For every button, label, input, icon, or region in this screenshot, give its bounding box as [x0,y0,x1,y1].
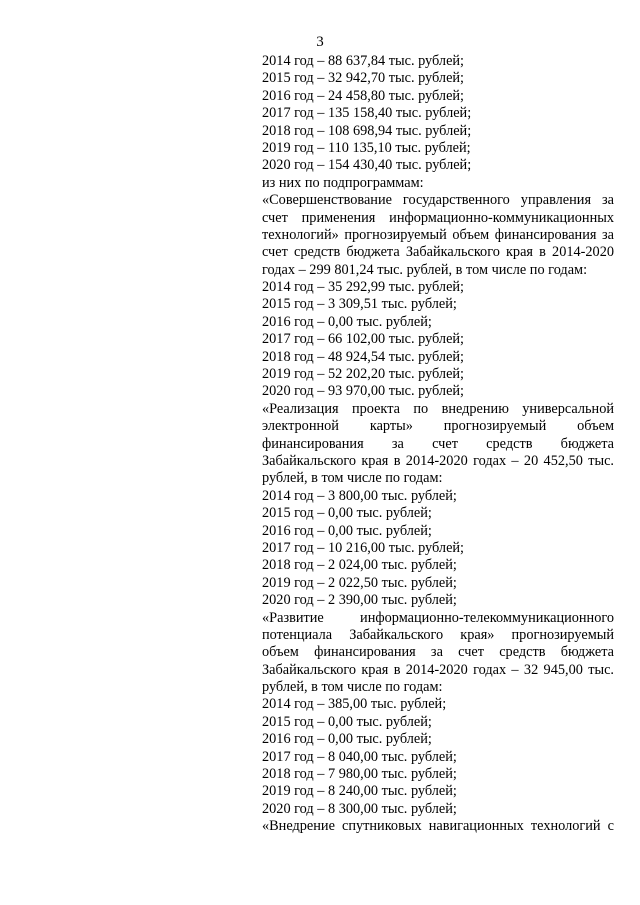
subprograms-intro: из них по подпрограммам: [262,174,424,191]
subprogram-1-year-line: 2017 год – 66 102,00 тыс. рублей; [262,331,465,348]
year-line: 2018 год – 108 698,94 тыс. рублей; [262,122,472,139]
subprogram-2-text-line: Забайкальского края в 2014-2020 годах – 20 452,50 тыс. [262,452,614,469]
subprogram-1-year-line: 2016 год – 0,00 тыс. рублей; [262,313,432,330]
subprogram-2-year-line: 2014 год – 3 800,00 тыс. рублей; [262,487,457,504]
subprogram-1-year-line: 2015 год – 3 309,51 тыс. рублей; [262,296,457,313]
subprogram-2-year-line: 2020 год – 2 390,00 тыс. рублей; [262,592,457,609]
subprogram-3-year-line: 2019 год – 8 240,00 тыс. рублей; [262,783,457,800]
subprogram-2-year-line: 2018 год – 2 024,00 тыс. рублей; [262,557,457,574]
subprogram-1-text-line: счет средств бюджета Забайкальского края в 2014-2020 [262,244,614,261]
subprogram-1-text-line: счет применения информационно-коммуникационных [262,209,614,226]
subprogram-2-text-line: «Реализация проекта по внедрению универсальной [262,400,614,417]
subprogram-2-year-line: 2017 год – 10 216,00 тыс. рублей; [262,539,465,556]
subprogram-1-year-line: 2018 год – 48 924,54 тыс. рублей; [262,348,465,365]
subprogram-3-text-line: потенциала Забайкальского края» прогнозируемый [262,626,614,643]
subprogram-1-text-line: годах – 299 801,24 тыс. рублей, в том числе по годам: [262,261,588,278]
subprogram-3-text-line: «Развитие информационно-телекоммуникационного [262,609,614,626]
page-number: 3 [316,34,324,50]
subprogram-2-year-line: 2015 год – 0,00 тыс. рублей; [262,505,432,522]
subprogram-2-year-line: 2016 год – 0,00 тыс. рублей; [262,522,432,539]
subprogram-3-year-line: 2020 год – 8 300,00 тыс. рублей; [262,800,457,817]
subprogram-3-text-line: Забайкальского края в 2014-2020 годах – 32 945,00 тыс. [262,661,614,678]
subprogram-3-year-line: 2015 год – 0,00 тыс. рублей; [262,713,432,730]
subprogram-3-year-line: 2016 год – 0,00 тыс. рублей; [262,731,432,748]
subprogram-2-text-line: электронной карты» прогнозируемый объем [262,418,614,435]
subprogram-1-year-line: 2019 год – 52 202,20 тыс. рублей; [262,366,465,383]
subprogram-3-text-line: рублей, в том числе по годам: [262,679,443,696]
subprogram-3-text-line: объем финансирования за счет средств бюджета [262,644,614,661]
subprogram-3-year-line: 2018 год – 7 980,00 тыс. рублей; [262,766,457,783]
subprogram-3-year-line: 2017 год – 8 040,00 тыс. рублей; [262,748,457,765]
subprogram-1-text-line: технологий» прогнозируемый объем финансирования за [262,226,614,243]
year-line: 2020 год – 154 430,40 тыс. рублей; [262,157,472,174]
year-line: 2015 год – 32 942,70 тыс. рублей; [262,70,465,87]
subprogram-2-text-line: рублей, в том числе по годам: [262,470,443,487]
subprogram-1-text-line: «Совершенствование государственного управления за [262,192,614,209]
subprogram-4-text-line: «Внедрение спутниковых навигационных технологий с [262,818,614,835]
year-line: 2017 год – 135 158,40 тыс. рублей; [262,105,472,122]
subprogram-2-text-line: финансирования за счет средств бюджета [262,435,614,452]
subprogram-3-year-line: 2014 год – 385,00 тыс. рублей; [262,696,447,713]
year-line: 2014 год – 88 637,84 тыс. рублей; [262,53,465,69]
year-line: 2019 год – 110 135,10 тыс. рублей; [262,139,471,156]
subprogram-2-year-line: 2019 год – 2 022,50 тыс. рублей; [262,574,457,591]
subprogram-1-year-line: 2014 год – 35 292,99 тыс. рублей; [262,279,465,296]
subprogram-1-year-line: 2020 год – 93 970,00 тыс. рублей; [262,383,465,400]
document-body [262,53,614,836]
year-line: 2016 год – 24 458,80 тыс. рублей; [262,87,465,104]
